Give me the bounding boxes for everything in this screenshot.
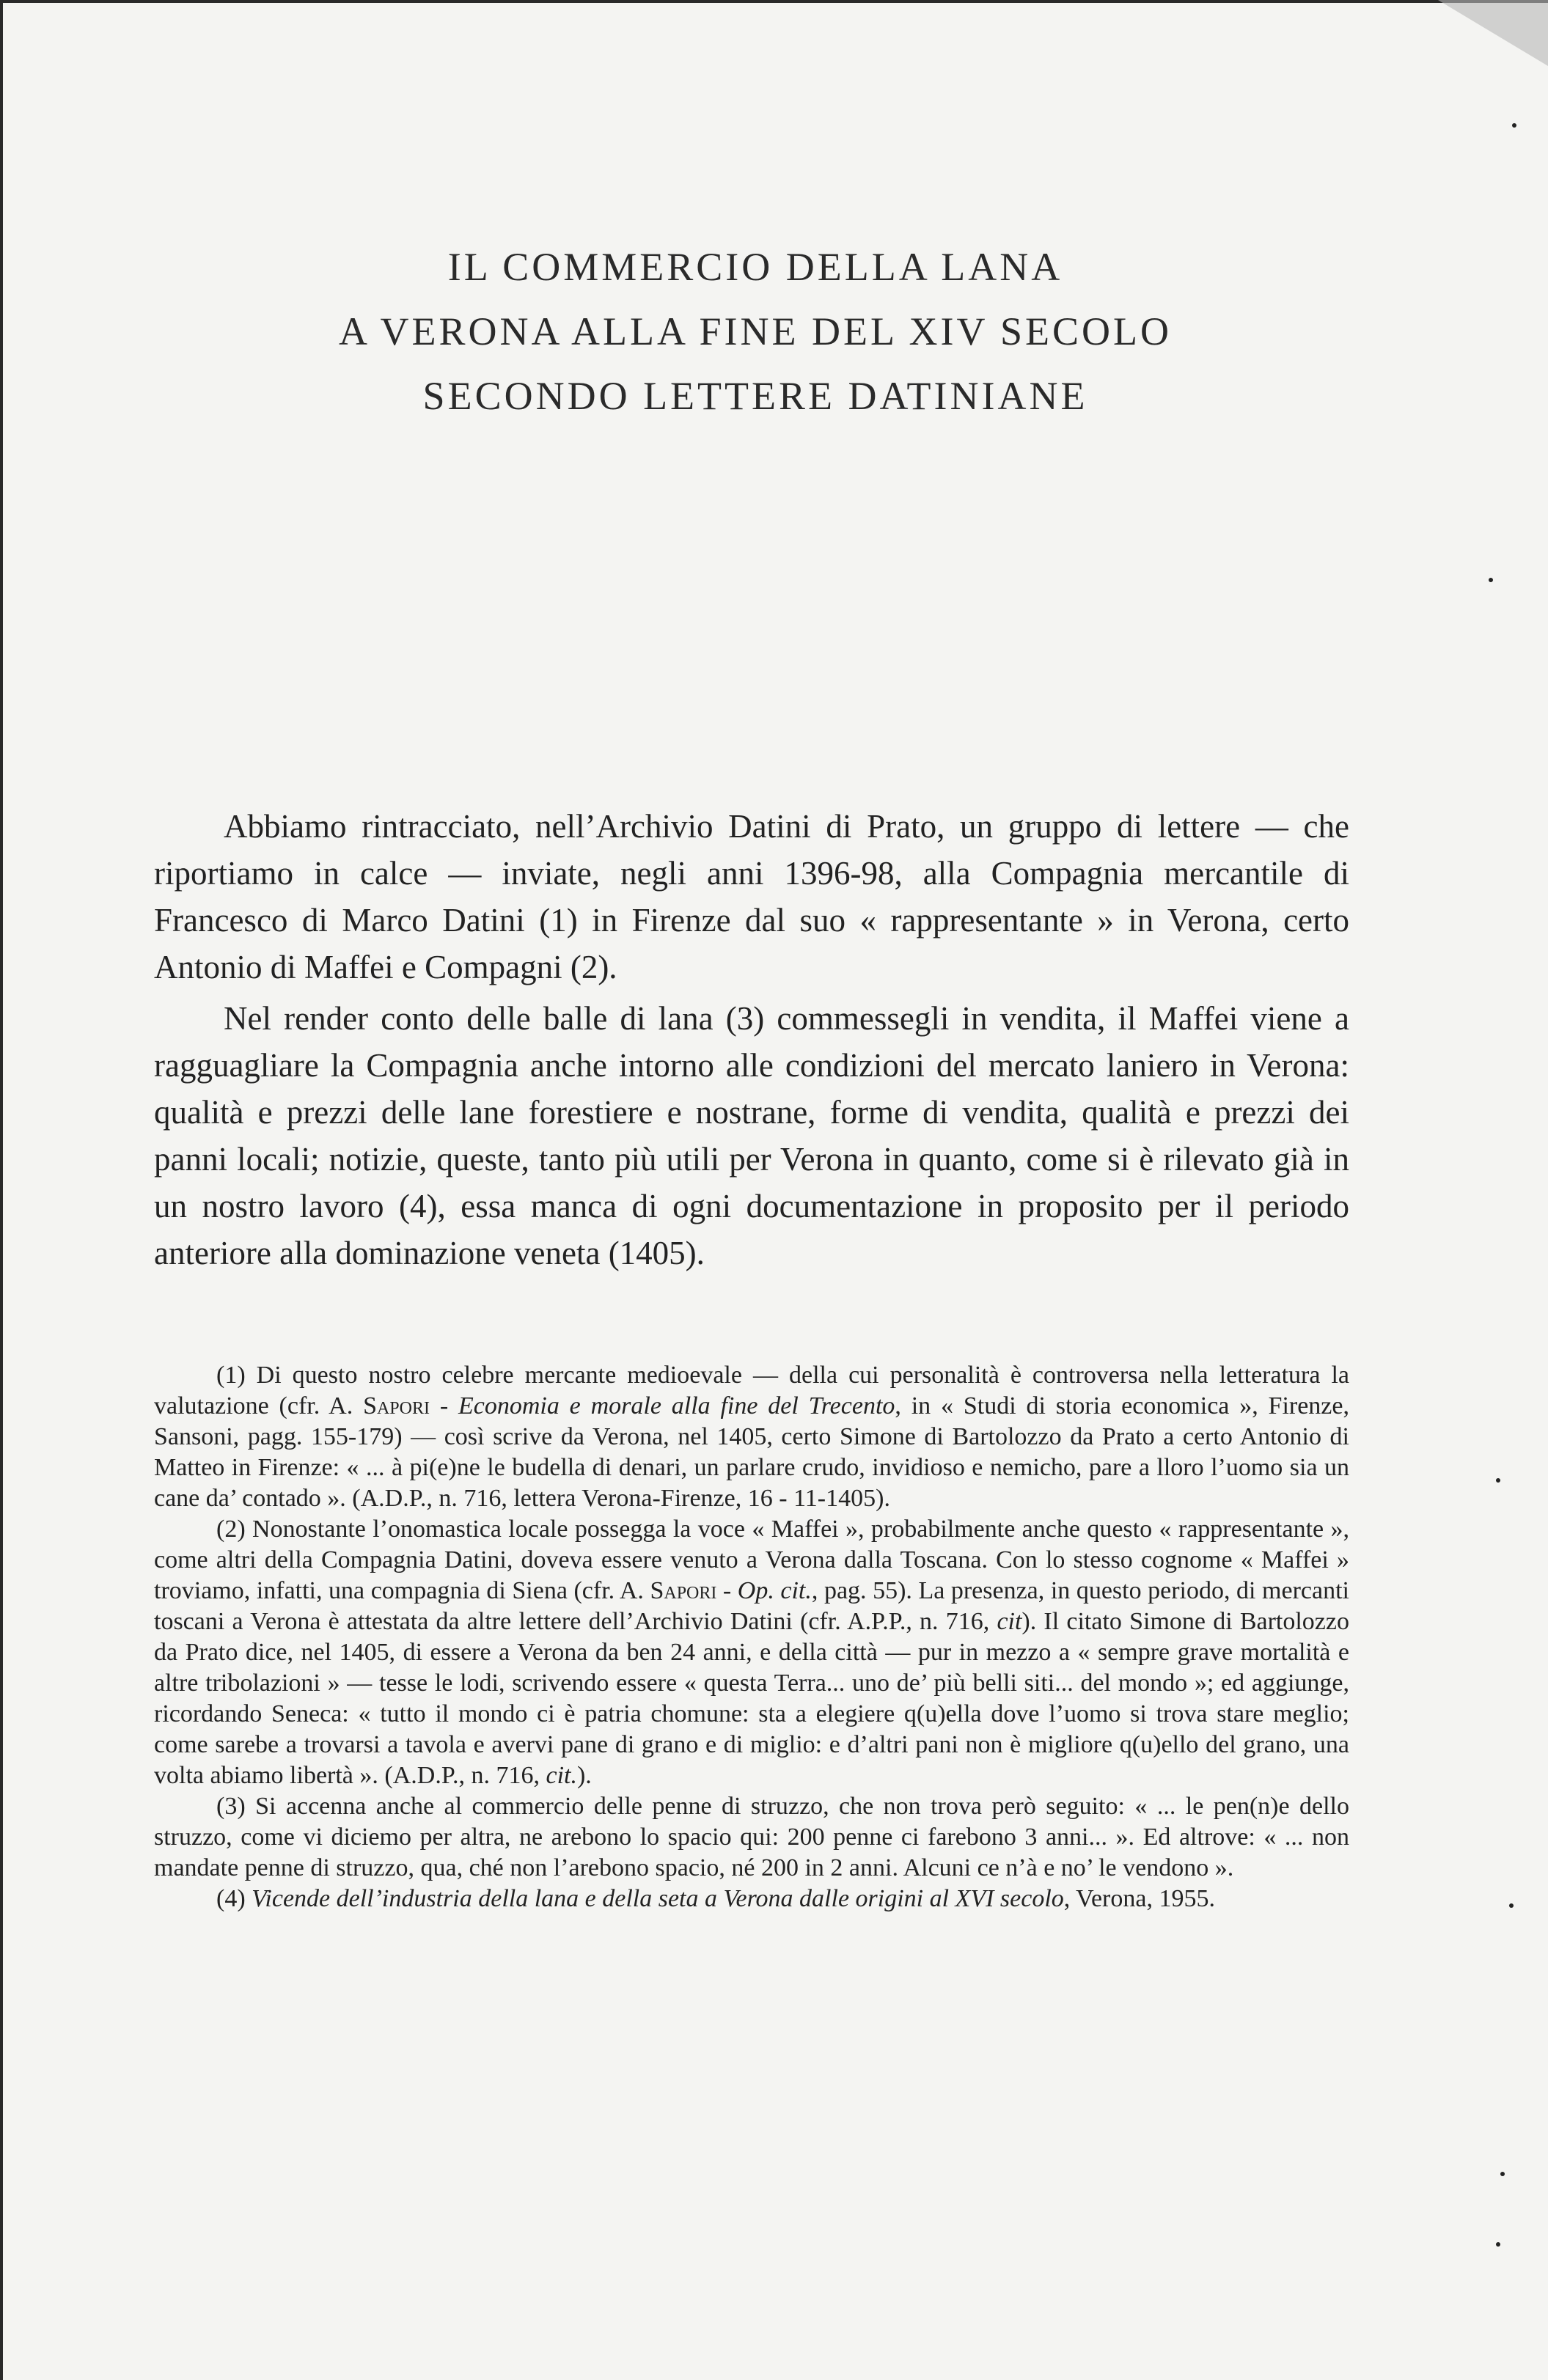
footnote-4-number: (4) bbox=[216, 1885, 252, 1912]
footnote-2-title: Op. cit. bbox=[737, 1577, 812, 1604]
footnote-2-cit: cit bbox=[997, 1608, 1022, 1635]
footnote-2-text: (2) Nonostante l’onomastica locale possegga la voce « Maffei », probabilmente anche questo « rappresentante », come altri della Compagnia Datini, doveva essere venuto a Verona dalla Toscana. Con lo stesso cognome « Maffei » troviamo, infatti, una compagnia di Siena (cfr. A. bbox=[154, 1516, 1349, 1604]
scan-speck bbox=[1500, 2172, 1505, 2176]
footnote-1-title: Economia e morale alla fine del Trecento bbox=[458, 1392, 895, 1419]
footnote-3: (3) Si accenna anche al commercio delle penne di struzzo, che non trova però seguito: « ... le pen(n)e dello struzzo, come vi diciemo per altra, ne arebono lo spacio qui: 200 penne ci farebono 3 anni... ». Ed altrove: « ... non mandate penne di struzzo, qua, ché non l’arebono spacio, né 200 in 2 anni. Alcuni ce n’à e no’ le vendono ». bbox=[154, 1793, 1349, 1881]
footnote-2-text-end: ). bbox=[576, 1762, 592, 1789]
footnotes bbox=[154, 1360, 1349, 1914]
footnote-1-text: (1) Di questo nostro celebre mercante medioevale — della cui personalità è controversa nella letteratura la valutazione (cfr. A. bbox=[154, 1362, 1349, 1419]
footnote-4 bbox=[154, 1884, 1349, 1914]
body-paragraph-2: Nel render conto delle balle di lana (3) commessegli in vendita, il Maffei viene a ragguagliare la Compagnia anche intorno alle condizioni del mercato laniero in Verona: qualità e prezzi delle lane forestiere e nostrane, forme di vendita, qualità e prezzi dei panni locali; notizie, queste, tanto più utili per Verona in quanto, come si è rilevato già in un nostro lavoro (4), essa manca di ogni documentazione in proposito per il periodo anteriore alla dominazione veneta (1405). bbox=[154, 1000, 1349, 1271]
footnote-1-separator: - bbox=[429, 1392, 458, 1419]
title-line-1: IL COMMERCIO DELLA LANA bbox=[447, 245, 1063, 289]
article-body bbox=[154, 803, 1349, 1277]
footnote-2-text-mid: , pag. 55). La presenza, in questo periodo, di mercanti toscani a Verona è attestata da altre lettere dell’Archivio Datini (cfr. A.P.P., n. 716, bbox=[154, 1577, 1349, 1635]
footnote-2-author: Sapori bbox=[650, 1577, 717, 1604]
footnote-2-cit-2: cit. bbox=[546, 1762, 577, 1789]
title-line-2: A VERONA ALLA FINE DEL XIV SECOLO bbox=[338, 309, 1173, 353]
scan-speck bbox=[1489, 578, 1493, 582]
scan-speck bbox=[1509, 1903, 1514, 1908]
footnote-2-text-rest: ). Il citato Simone di Bartolozzo da Prato dice, nel 1405, di essere a Verona da ben 24 anni, e della città — pur in mezzo a « sempre grave mortalità e altre tribolazioni » — tesse le lodi, scrivendo essere « questa Terra... uno de’ più belli siti... del mondo »; ed aggiunge, ricordando Seneca: « tutto il mondo ci è patria chomune: sta a elegiere q(u)ella dove l’uomo si trova stare meglio; come sarebe a trovarsi a tavola e avervi pane di grano e di miglio: e d’altri pani non è migliore q(u)ello del grano, una volta abiamo libertà ». (A.D.P., n. 716, bbox=[154, 1608, 1349, 1789]
scan-corner-shadow bbox=[1438, 0, 1548, 66]
footnote-4-title: Vicende dell’industria della lana e della seta a Verona dalle origini al XVI secolo bbox=[252, 1885, 1064, 1912]
article-title bbox=[220, 235, 1291, 428]
footnote-4-text: , Verona, 1955. bbox=[1063, 1885, 1215, 1912]
scan-edge-left bbox=[0, 0, 3, 2380]
body-paragraph-1: Abbiamo rintracciato, nell’Archivio Datini di Prato, un gruppo di lettere — che riportiamo in calce — inviate, negli anni 1396-98, alla Compagnia mercantile di Francesco di Marco Datini (1) in Firenze dal suo « rappresentante » in Verona, certo Antonio di Maffei e Compagni (2). bbox=[154, 808, 1349, 985]
scan-speck bbox=[1496, 1478, 1500, 1483]
footnote-2-separator: - bbox=[716, 1577, 738, 1604]
scan-edge-top bbox=[0, 0, 1548, 3]
footnote-1 bbox=[154, 1360, 1349, 1514]
scan-speck bbox=[1496, 2242, 1500, 2247]
title-line-3: SECONDO LETTERE DATINIANE bbox=[422, 374, 1088, 418]
footnote-1-text-rest: , in « Studi di storia economica », Firenze, Sansoni, pagg. 155-179) — così scrive da Verona, nel 1405, certo Simone di Bartolozzo da Prato a certo Antonio di Matteo in Firenze: « ... à pi(e)ne le budella di denari, un parlare crudo, invidioso e nemicho, pare a lloro l’uomo sia un cane da’ contado ». (A.D.P., n. 716, lettera Verona-Firenze, 16 - 11-1405). bbox=[154, 1392, 1349, 1512]
footnote-2 bbox=[154, 1514, 1349, 1791]
footnote-1-author: Sapori bbox=[363, 1392, 430, 1419]
scan-speck bbox=[1512, 123, 1516, 128]
